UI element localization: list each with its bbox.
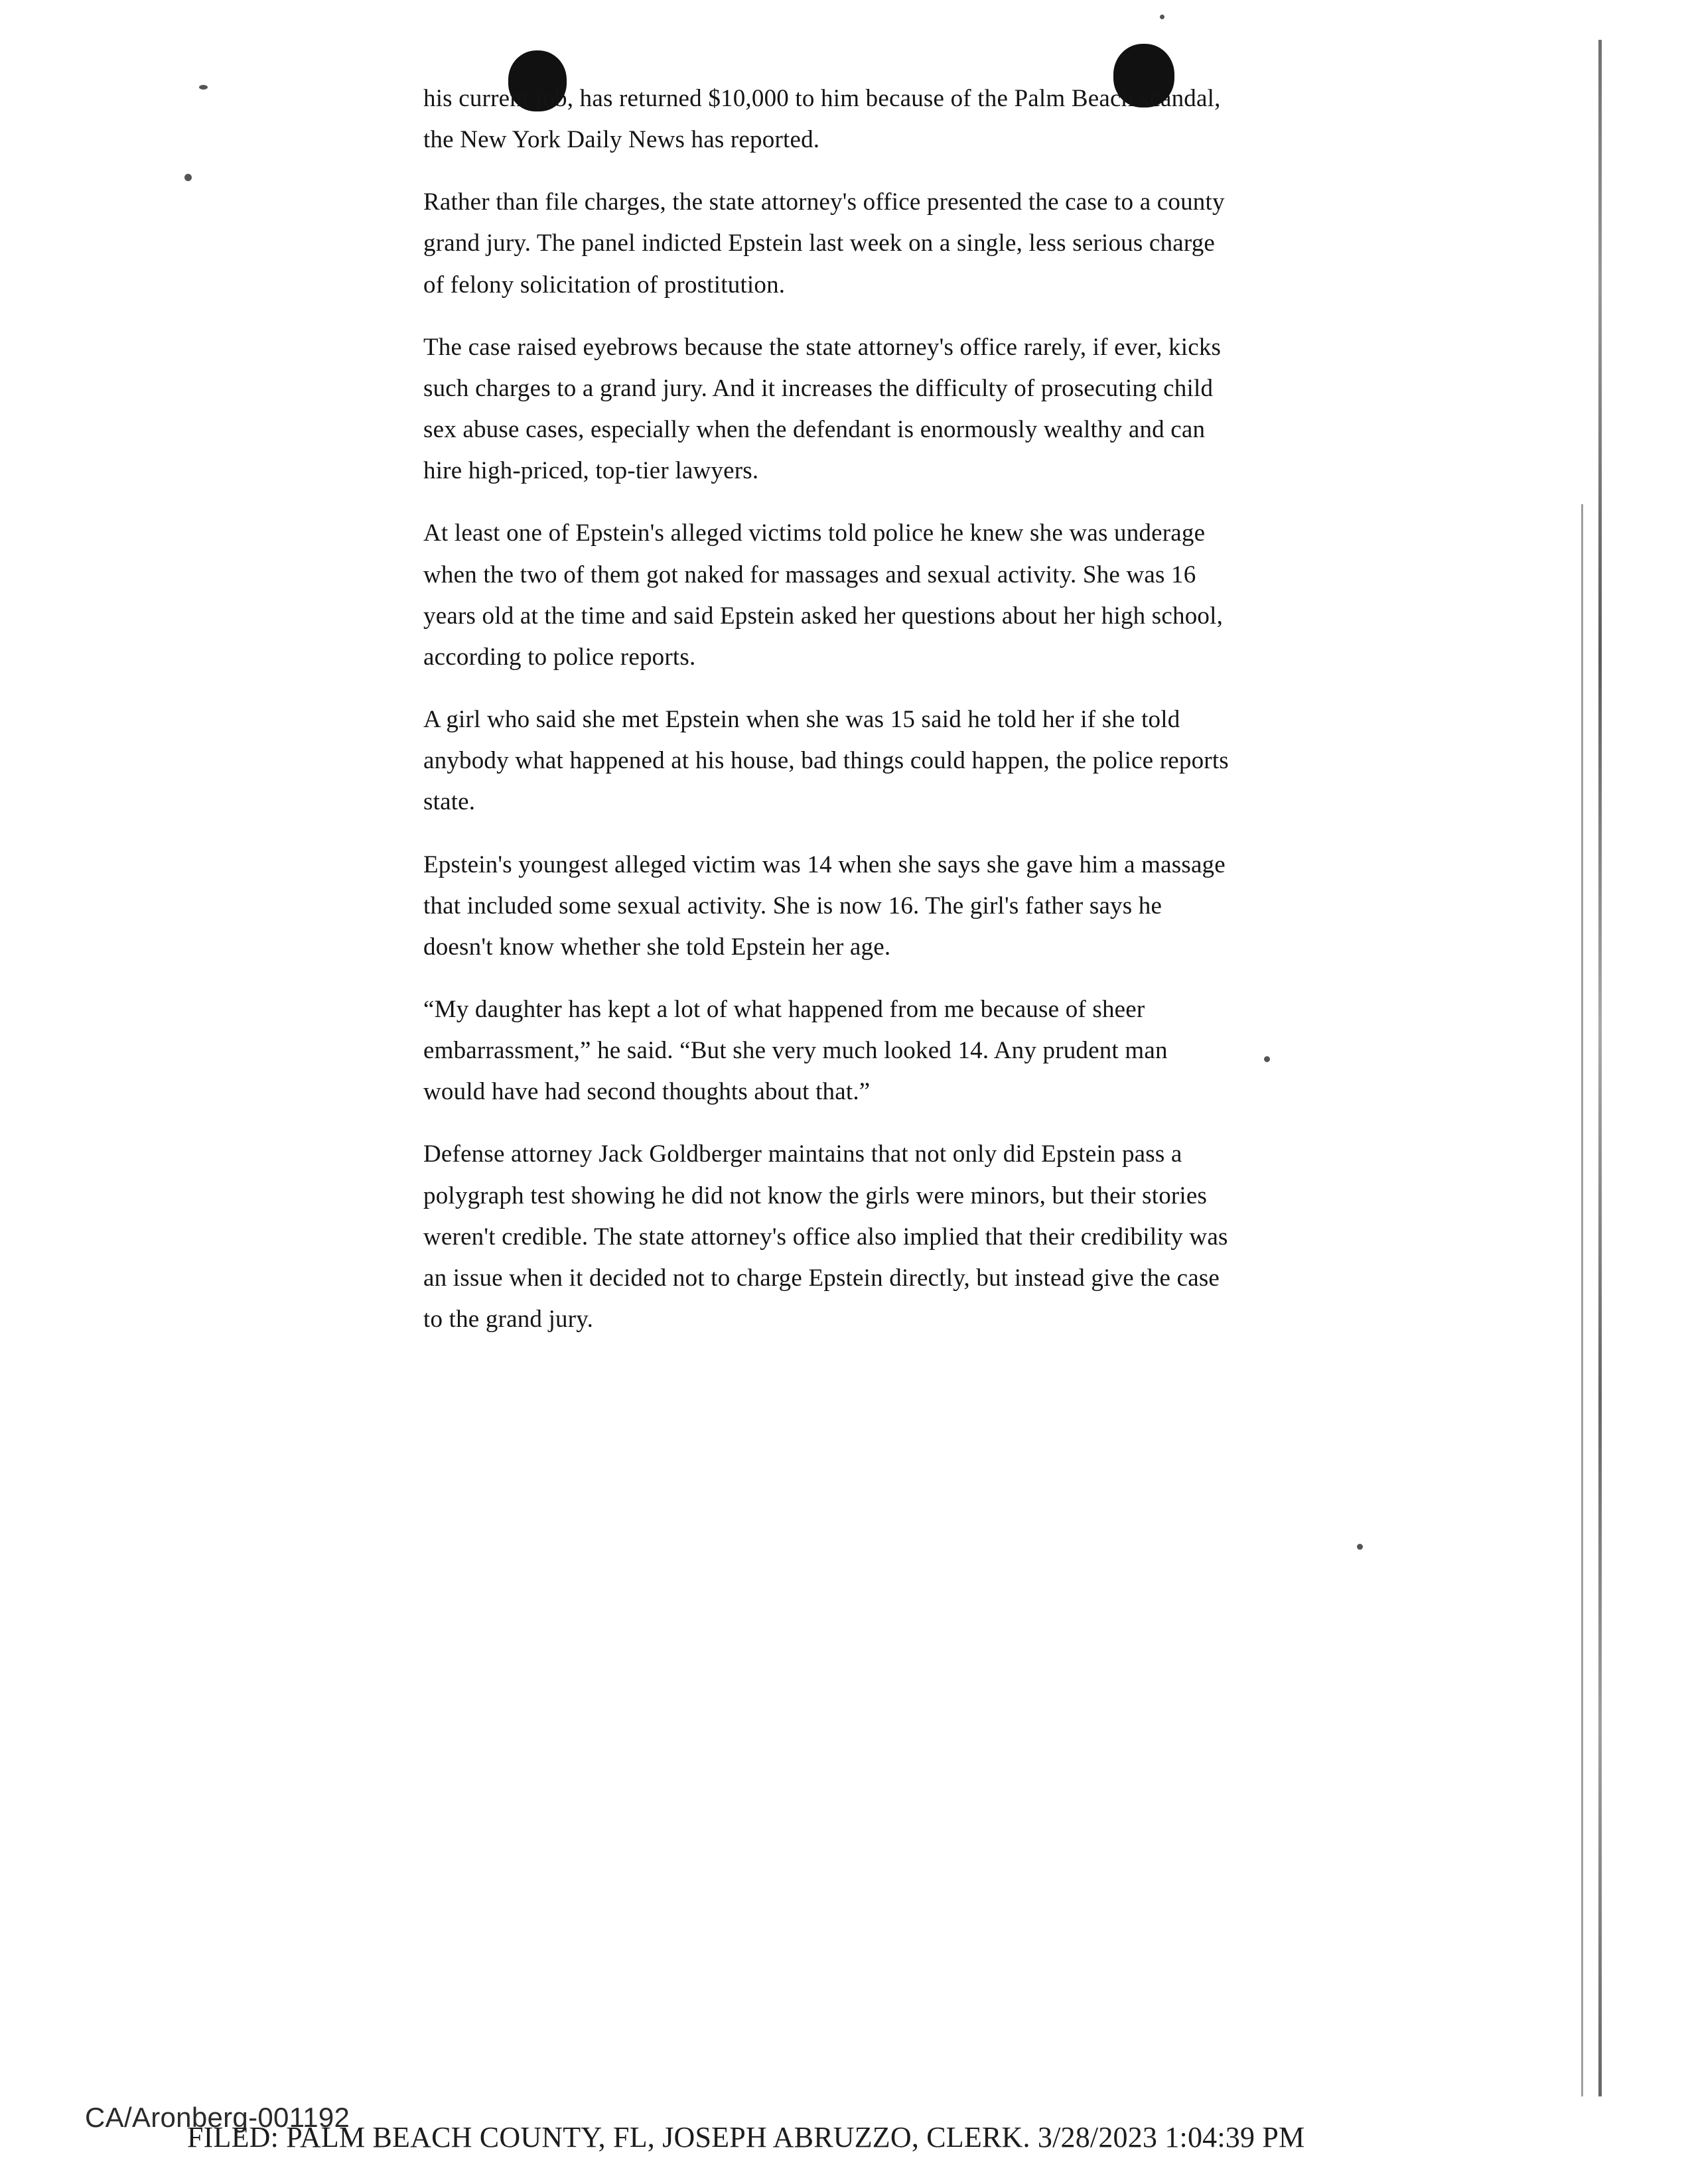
paragraph: A girl who said she met Epstein when she was 15 said he told her if she told anybody what happened at his house, bad things could happen, the police reports state.	[423, 706, 1229, 816]
scan-speck	[1264, 1056, 1270, 1062]
document-body	[423, 78, 1233, 1340]
scan-speck	[1160, 15, 1164, 19]
paragraph: Rather than file charges, the state attorney's office presented the case to a county grand jury. The panel indicted Epstein last week on a single, less serious charge of felony solicitation of prostitution.	[423, 188, 1225, 299]
scan-speck	[184, 174, 192, 181]
paragraph: “My daughter has kept a lot of what happened from me because of sheer embarrassment,” he said. “But she very much looked 14. Any prudent man would have had second thoughts about that.”	[423, 995, 1168, 1106]
scan-edge-artifact-secondary	[1581, 504, 1583, 2096]
scan-speck	[199, 85, 208, 90]
court-filing-stamp: FILED: PALM BEACH COUNTY, FL, JOSEPH ABRUZZO, CLERK. 3/28/2023 1:04:39 PM	[187, 2121, 1305, 2153]
scan-speck	[1357, 1544, 1363, 1550]
scan-edge-artifact	[1598, 40, 1602, 2096]
bates-number-stamp: CA/Aronberg-001192	[85, 2102, 350, 2133]
paragraph: Defense attorney Jack Goldberger maintains that not only did Epstein pass a polygraph test showing he did not know the girls were minors, but their stories weren't credible. The state attorney's office also implied that their credibility was an issue when it decided not to charge Epstein directly, but instead give the case to the grand jury.	[423, 1140, 1228, 1333]
paragraph: The case raised eyebrows because the state attorney's office rarely, if ever, kicks such charges to a grand jury. And it increases the difficulty of prosecuting child sex abuse cases, especially when the defendant is enormously wealthy and can hire high-priced, top-tier lawyers.	[423, 333, 1222, 485]
paragraph: At least one of Epstein's alleged victims told police he knew she was underage when the two of them got naked for massages and sexual activity. She was 16 years old at the time and said Epstein asked her questions about her high school, according to police reports.	[423, 519, 1224, 671]
paragraph: Epstein's youngest alleged victim was 14 when she says she gave him a massage that included some sexual activity. She is now 16. The girl's father says he doesn't know whether she told Epstein her age.	[423, 851, 1226, 961]
paragraph: his current job, has returned $10,000 to him because of the Palm Beach scandal, the New York Daily News has reported.	[423, 85, 1221, 154]
